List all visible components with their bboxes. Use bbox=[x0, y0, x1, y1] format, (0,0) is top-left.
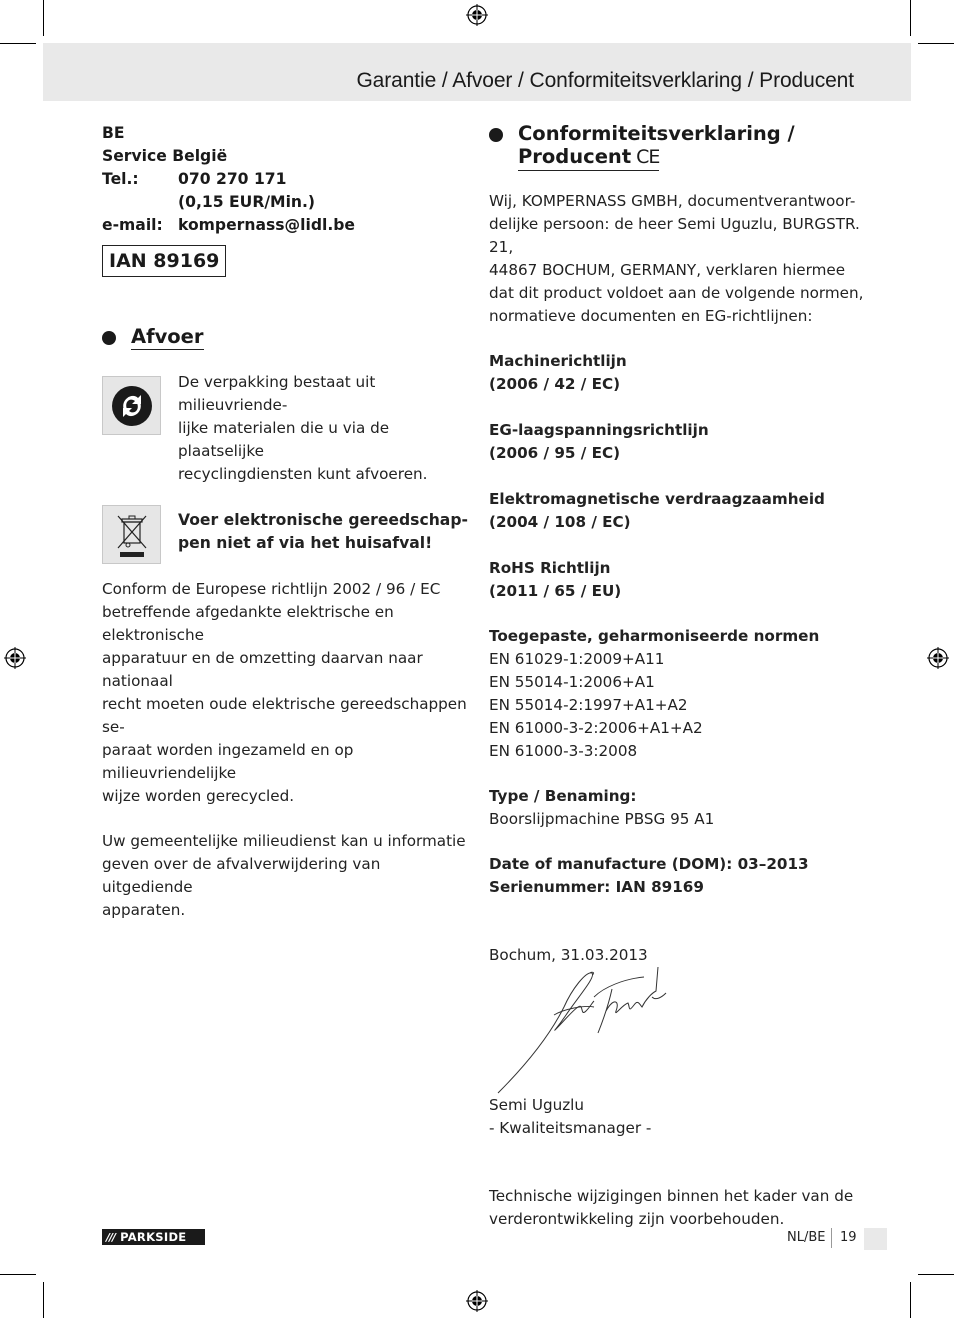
standard-item: EN 61029-1:2009+A11 bbox=[489, 650, 665, 668]
signer-name: Semi Uguzlu bbox=[489, 1096, 585, 1114]
parkside-logo bbox=[102, 1229, 205, 1245]
left-column bbox=[102, 122, 472, 922]
logo-brand: PARKSIDE bbox=[120, 1230, 187, 1244]
logo-slashes: /// bbox=[106, 1230, 116, 1244]
page-title: Garantie / Afvoer / Conformiteitsverklaring / Producent bbox=[356, 69, 854, 92]
conformity-intro: Wij, KOMPERNASS GMBH, documentverantwoor- delijke persoon: de heer Semi Uguzlu, BURGSTR. 21, 44867 BOCHUM, GERMANY, verklaren hiermee dat dit product voldoet aan de volgende normen, normatieve documenten en EG-richtlijnen: bbox=[489, 192, 864, 325]
footer-grey-block bbox=[864, 1228, 887, 1250]
crop-mark bbox=[43, 0, 44, 36]
type-block bbox=[489, 785, 864, 831]
directive-code: (2006 / 42 / EC) bbox=[489, 375, 621, 393]
page-number: 19 bbox=[840, 1230, 857, 1245]
manufacture-block bbox=[489, 853, 864, 899]
disclaimer: Technische wijzigingen binnen het kader van de verderontwikkeling zijn voorbehouden. bbox=[489, 1187, 854, 1228]
crop-mark bbox=[0, 43, 36, 44]
standard-item: EN 55014-2:1997+A1+A2 bbox=[489, 696, 688, 714]
section-title-producent: Producent bbox=[518, 145, 632, 168]
standard-item: EN 55014-1:2006+A1 bbox=[489, 673, 655, 691]
recycle-row bbox=[102, 373, 472, 486]
contact-country: BE bbox=[102, 124, 125, 142]
bullet-icon bbox=[102, 331, 116, 345]
email-link[interactable]: kompernass@lidl.be bbox=[178, 216, 355, 234]
directive-name: Elektromagnetische verdraagzaamheid bbox=[489, 490, 825, 508]
right-column bbox=[489, 122, 864, 1231]
recycle-text: De verpakking bestaat uit milieuvriende- lijke materialen die u via de plaatselijke recyclingdiensten kunt afvoeren. bbox=[178, 373, 428, 483]
section-title: Afvoer bbox=[131, 325, 204, 348]
afvoer-paragraph-1: Conform de Europese richtlijn 2002 / 96 / EC betreffende afgedankte elektrische en elektronische apparatuur en de omzetting daarvan naar nationaal recht moeten oude elektrische gereedschappen se- paraat worden ingezameld en op milieuvriendelijke wijze worden gerecycled. bbox=[102, 580, 467, 805]
standards-title: Toegepaste, geharmoniseerde normen bbox=[489, 627, 820, 645]
type-value: Boorslijpmachine PBSG 95 A1 bbox=[489, 810, 715, 828]
directives-list bbox=[489, 350, 864, 603]
section-title-line2 bbox=[518, 145, 659, 171]
tel-label: Tel.: bbox=[102, 170, 139, 188]
directive-name: EG-laagspanningsrichtlijn bbox=[489, 421, 709, 439]
directive-name: RoHS Richtlijn bbox=[489, 559, 611, 577]
section-heading-conformity bbox=[489, 122, 864, 171]
tel-number: 070 270 171 bbox=[178, 170, 287, 188]
footer-language: NL/BE bbox=[787, 1230, 826, 1245]
ian-box: IAN 89169 bbox=[102, 245, 226, 277]
directive-code: (2011 / 65 / EU) bbox=[489, 582, 622, 600]
signature-image bbox=[494, 967, 684, 1097]
contact-service: Service België bbox=[102, 147, 228, 165]
bullet-icon bbox=[489, 128, 503, 142]
type-label: Type / Benaming: bbox=[489, 787, 637, 805]
date-of-manufacture: Date of manufacture (DOM): 03–2013 bbox=[489, 855, 809, 873]
standard-item: EN 61000-3-2:2006+A1+A2 bbox=[489, 719, 703, 737]
crop-mark bbox=[910, 0, 911, 36]
place-date: Bochum, 31.03.2013 bbox=[489, 946, 648, 964]
recycle-icon bbox=[102, 376, 161, 435]
afvoer-paragraph-2: Uw gemeentelijke milieudienst kan u informatie geven over de afvalverwijdering van uitgediende apparaten. bbox=[102, 832, 466, 919]
crop-mark bbox=[918, 1274, 954, 1275]
registration-mark-icon bbox=[4, 647, 26, 669]
crop-mark bbox=[0, 1274, 36, 1275]
standards-block bbox=[489, 625, 864, 763]
registration-mark-icon bbox=[466, 1290, 488, 1312]
section-heading-afvoer bbox=[102, 325, 472, 350]
crossed-bin-icon bbox=[102, 505, 161, 564]
crop-mark bbox=[918, 43, 954, 44]
tel-rate: (0,15 EUR/Min.) bbox=[178, 193, 316, 211]
footer-divider bbox=[831, 1228, 832, 1248]
registration-mark-icon bbox=[927, 647, 949, 669]
weee-warning: Voer elektronische gereedschap- pen niet af via het huisafval! bbox=[178, 511, 468, 552]
section-title-line1: Conformiteitsverklaring / bbox=[518, 122, 795, 145]
directive-name: Machinerichtlijn bbox=[489, 352, 627, 370]
weee-row bbox=[102, 505, 472, 564]
signer-role: - Kwaliteitsmanager - bbox=[489, 1119, 652, 1137]
registration-mark-icon bbox=[466, 4, 488, 26]
directive-code: (2004 / 108 / EC) bbox=[489, 513, 631, 531]
header-band bbox=[43, 43, 911, 101]
contact-block bbox=[102, 122, 472, 277]
crop-mark bbox=[910, 1282, 911, 1318]
serial-number: Serienummer: IAN 89169 bbox=[489, 878, 704, 896]
email-label: e-mail: bbox=[102, 216, 163, 234]
standard-item: EN 61000-3-3:2008 bbox=[489, 742, 638, 760]
ce-mark: CE bbox=[636, 146, 660, 168]
crop-mark bbox=[43, 1282, 44, 1318]
directive-code: (2006 / 95 / EC) bbox=[489, 444, 621, 462]
